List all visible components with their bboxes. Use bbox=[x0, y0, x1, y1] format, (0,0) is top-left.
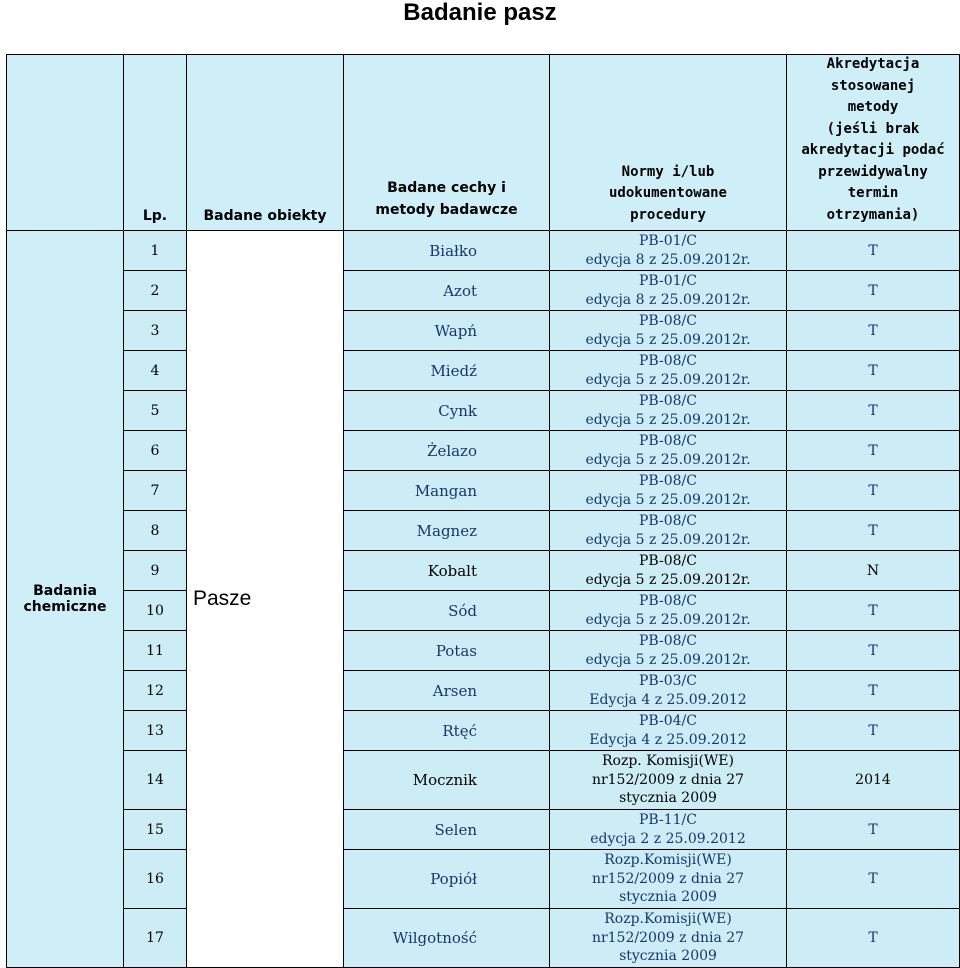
standard-line: nr152/2009 z dnia 27 bbox=[591, 870, 745, 887]
standard-line: nr152/2009 z dnia 27 bbox=[591, 771, 745, 788]
standard-line: PB-04/C bbox=[639, 713, 697, 729]
table-row bbox=[7, 751, 960, 810]
feature-cell: Selen bbox=[344, 810, 550, 850]
accreditation-cell: T bbox=[787, 351, 960, 391]
standard-line: stycznia 2009 bbox=[619, 948, 717, 965]
row-number: 4 bbox=[124, 351, 187, 391]
standard-cell bbox=[550, 810, 787, 850]
header-features bbox=[344, 55, 550, 231]
standard-cell bbox=[550, 271, 787, 311]
standard-line: stycznia 2009 bbox=[619, 790, 717, 807]
standard-line: PB-08/C bbox=[639, 313, 697, 329]
accreditation-cell: T bbox=[787, 711, 960, 751]
accreditation-cell: T bbox=[787, 850, 960, 909]
standard-line: PB-11/C bbox=[639, 812, 697, 828]
table-row bbox=[7, 810, 960, 850]
feed-testing-table bbox=[6, 54, 960, 968]
row-number: 16 bbox=[124, 850, 187, 909]
standard-line: PB-08/C bbox=[639, 393, 697, 409]
accreditation-cell: T bbox=[787, 471, 960, 511]
table-row bbox=[7, 591, 960, 631]
header-standards-line: Normy i/lub bbox=[621, 163, 715, 180]
tested-object: Pasze bbox=[187, 231, 344, 968]
standard-line: PB-03/C bbox=[639, 673, 697, 689]
standard-line: edycja 5 z 25.09.2012r. bbox=[585, 571, 751, 588]
feature-cell: Azot bbox=[344, 271, 550, 311]
standard-line: edycja 2 z 25.09.2012 bbox=[590, 830, 746, 847]
standard-cell bbox=[550, 471, 787, 511]
header-lp: Lp. bbox=[124, 55, 187, 231]
standard-cell bbox=[550, 351, 787, 391]
feature-cell: Mangan bbox=[344, 471, 550, 511]
standard-line: Rozp.Komisji(WE) bbox=[604, 911, 732, 928]
table-row bbox=[7, 909, 960, 968]
row-number: 10 bbox=[124, 591, 187, 631]
standard-line: edycja 5 z 25.09.2012r. bbox=[585, 331, 751, 348]
accreditation-cell: T bbox=[787, 631, 960, 671]
standard-line: stycznia 2009 bbox=[619, 889, 717, 906]
section-label-line: chemiczne bbox=[23, 599, 107, 615]
standard-line: edycja 5 z 25.09.2012r. bbox=[585, 491, 751, 508]
standard-line: edycja 5 z 25.09.2012r. bbox=[585, 411, 751, 428]
standard-cell bbox=[550, 751, 787, 810]
row-number: 7 bbox=[124, 471, 187, 511]
row-number: 17 bbox=[124, 909, 187, 968]
accreditation-cell: T bbox=[787, 311, 960, 351]
feature-cell: Popiół bbox=[344, 850, 550, 909]
standard-line: PB-08/C bbox=[639, 353, 697, 369]
table-row bbox=[7, 231, 960, 271]
header-accreditation-line: akredytacji podać bbox=[801, 142, 945, 158]
table-row bbox=[7, 471, 960, 511]
table-row bbox=[7, 551, 960, 591]
table-row bbox=[7, 271, 960, 311]
standard-cell bbox=[550, 431, 787, 471]
standard-line: PB-01/C bbox=[639, 233, 697, 249]
table-row bbox=[7, 311, 960, 351]
accreditation-cell: T bbox=[787, 671, 960, 711]
table-row bbox=[7, 631, 960, 671]
row-number: 15 bbox=[124, 810, 187, 850]
page-title: Badanie pasz bbox=[403, 0, 557, 26]
standard-line: Rozp.Komisji(WE) bbox=[604, 852, 732, 869]
header-accreditation-line: metody bbox=[847, 99, 899, 115]
feature-cell: Wilgotność bbox=[344, 909, 550, 968]
feature-cell: Rtęć bbox=[344, 711, 550, 751]
row-number: 6 bbox=[124, 431, 187, 471]
standard-cell bbox=[550, 231, 787, 271]
feature-cell: Arsen bbox=[344, 671, 550, 711]
accreditation-cell: T bbox=[787, 511, 960, 551]
standard-line: Rozp. Komisji(WE) bbox=[601, 753, 734, 770]
row-number: 13 bbox=[124, 711, 187, 751]
standard-cell bbox=[550, 311, 787, 351]
feature-cell: Magnez bbox=[344, 511, 550, 551]
feature-cell: Cynk bbox=[344, 391, 550, 431]
header-accreditation-line: przewidywalny bbox=[818, 163, 928, 180]
header-row bbox=[7, 55, 960, 231]
header-standards-line: udokumentowane bbox=[608, 185, 727, 201]
header-accreditation-line: termin bbox=[847, 185, 899, 201]
table-row bbox=[7, 711, 960, 751]
standard-cell bbox=[550, 631, 787, 671]
standard-cell bbox=[550, 551, 787, 591]
standard-line: edycja 8 z 25.09.2012r. bbox=[585, 291, 751, 308]
section-label-line: Badania bbox=[33, 583, 97, 599]
row-number: 3 bbox=[124, 311, 187, 351]
table-row bbox=[7, 850, 960, 909]
table-row bbox=[7, 351, 960, 391]
accreditation-cell: T bbox=[787, 391, 960, 431]
standard-line: PB-08/C bbox=[639, 433, 697, 449]
header-accreditation-line: stosowanej bbox=[830, 77, 916, 94]
row-number: 1 bbox=[124, 231, 187, 271]
header-accreditation bbox=[787, 55, 960, 231]
table-row bbox=[7, 431, 960, 471]
header-features-line: metody badawcze bbox=[375, 202, 518, 218]
standard-line: PB-08/C bbox=[639, 473, 697, 489]
standard-line: PB-01/C bbox=[639, 273, 697, 289]
standard-line: edycja 5 z 25.09.2012r. bbox=[585, 531, 751, 548]
standard-cell bbox=[550, 711, 787, 751]
accreditation-cell: 2014 bbox=[787, 751, 960, 810]
feature-cell: Żelazo bbox=[344, 431, 550, 471]
header-objects: Badane obiekty bbox=[187, 55, 344, 231]
standard-cell bbox=[550, 391, 787, 431]
row-number: 12 bbox=[124, 671, 187, 711]
standard-cell bbox=[550, 511, 787, 551]
accreditation-cell: T bbox=[787, 909, 960, 968]
row-number: 8 bbox=[124, 511, 187, 551]
accreditation-cell: T bbox=[787, 431, 960, 471]
standard-cell bbox=[550, 909, 787, 968]
standard-cell bbox=[550, 671, 787, 711]
feature-cell: Miedź bbox=[344, 351, 550, 391]
accreditation-cell: N bbox=[787, 551, 960, 591]
header-standards bbox=[550, 55, 787, 231]
row-number: 5 bbox=[124, 391, 187, 431]
header-features-line: Badane cechy i bbox=[387, 180, 506, 196]
row-number: 11 bbox=[124, 631, 187, 671]
accreditation-cell: T bbox=[787, 271, 960, 311]
standard-cell bbox=[550, 850, 787, 909]
standard-line: edycja 5 z 25.09.2012r. bbox=[585, 371, 751, 388]
feature-cell: Wapń bbox=[344, 311, 550, 351]
standard-line: edycja 8 z 25.09.2012r. bbox=[585, 251, 751, 268]
section-label bbox=[7, 231, 124, 968]
accreditation-cell: T bbox=[787, 231, 960, 271]
table-row bbox=[7, 511, 960, 551]
row-number: 14 bbox=[124, 751, 187, 810]
row-number: 2 bbox=[124, 271, 187, 311]
standard-line: PB-08/C bbox=[639, 633, 697, 649]
standard-line: PB-08/C bbox=[639, 553, 697, 569]
feature-cell: Sód bbox=[344, 591, 550, 631]
header-corner bbox=[7, 55, 124, 231]
standard-line: edycja 5 z 25.09.2012r. bbox=[585, 451, 751, 468]
feature-cell: Potas bbox=[344, 631, 550, 671]
accreditation-cell: T bbox=[787, 591, 960, 631]
standard-line: edycja 5 z 25.09.2012r. bbox=[585, 611, 751, 628]
header-accreditation-line: Akredytacja bbox=[826, 56, 920, 72]
header-accreditation-line: otrzymania) bbox=[826, 206, 920, 223]
standard-line: edycja 5 z 25.09.2012r. bbox=[585, 651, 751, 668]
accreditation-cell: T bbox=[787, 810, 960, 850]
row-number: 9 bbox=[124, 551, 187, 591]
feature-cell: Mocznik bbox=[344, 751, 550, 810]
standard-line: Edycja 4 z 25.09.2012 bbox=[589, 731, 747, 748]
standard-line: Edycja 4 z 25.09.2012 bbox=[589, 691, 747, 708]
header-accreditation-line: (jeśli brak bbox=[826, 120, 920, 137]
standard-line: PB-08/C bbox=[639, 513, 697, 529]
header-standards-line: procedury bbox=[630, 206, 706, 223]
feature-cell: Białko bbox=[344, 231, 550, 271]
standard-line: PB-08/C bbox=[639, 593, 697, 609]
standard-line: nr152/2009 z dnia 27 bbox=[591, 929, 745, 946]
standard-cell bbox=[550, 591, 787, 631]
feature-cell: Kobalt bbox=[344, 551, 550, 591]
table-row bbox=[7, 391, 960, 431]
table-row bbox=[7, 671, 960, 711]
